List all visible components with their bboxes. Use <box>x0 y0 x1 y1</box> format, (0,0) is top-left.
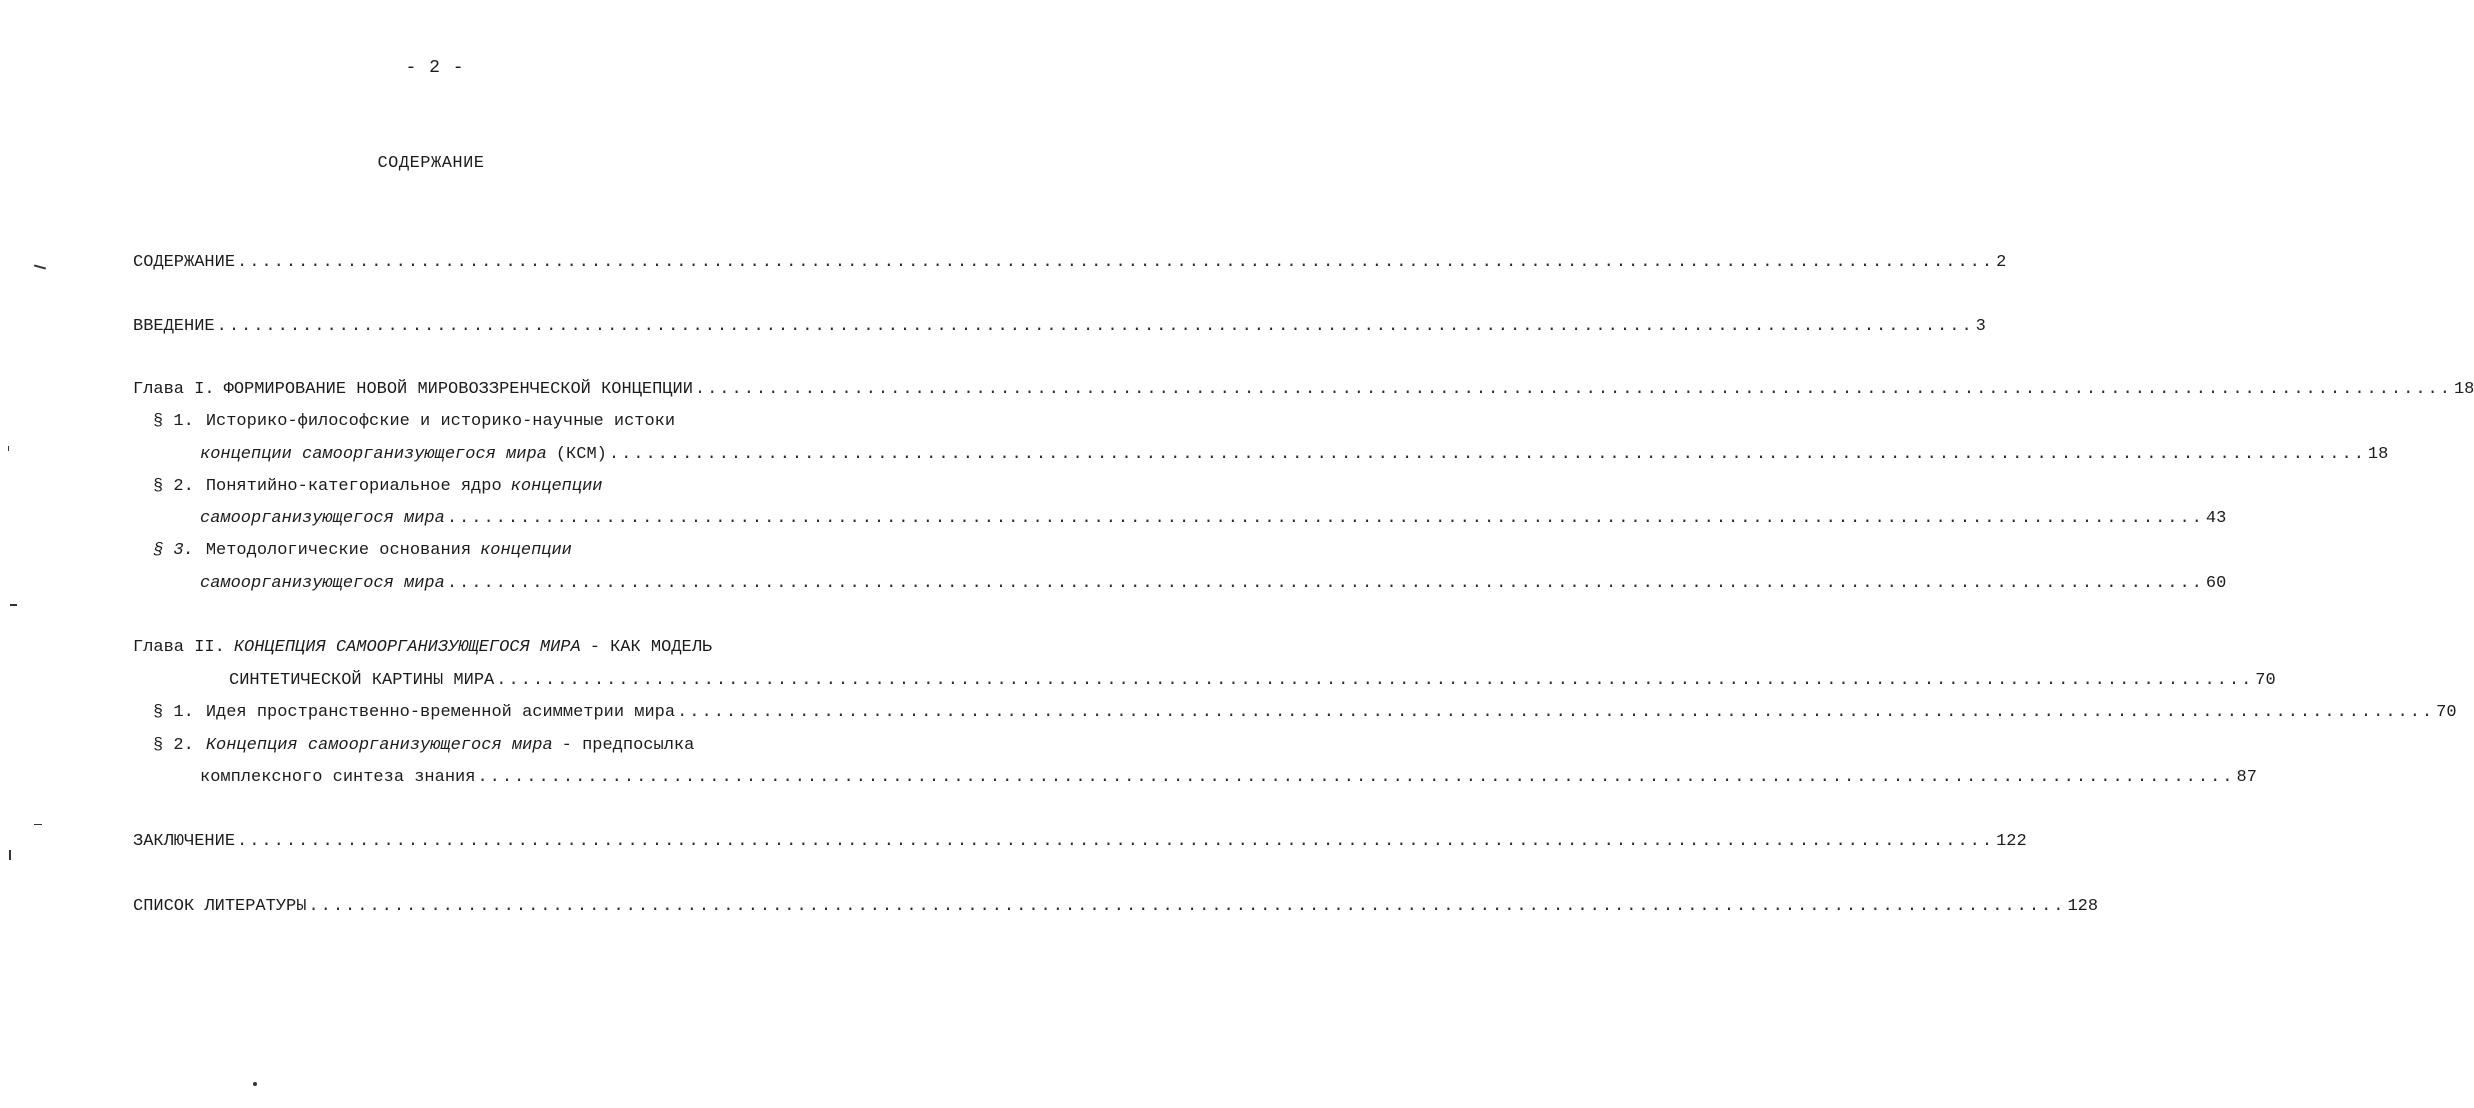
toc-page-number: 3 <box>1975 317 1986 336</box>
toc-entry-section-1-1-line-2 <box>200 443 2389 467</box>
section-marker: § 1. <box>153 703 194 722</box>
chapter-title: СИНТЕТИЧЕСКОЙ КАРТИНЫ МИРА <box>229 671 495 690</box>
toc-entry-chapter-2-line-1 <box>133 636 730 660</box>
chapter-title-italic: КОНЦЕПЦИЯ САМООРГАНИЗУЮЩЕГОСЯ МИРА <box>233 638 581 657</box>
page-title: СОДЕРЖАНИЕ <box>377 154 485 173</box>
toc-entry-section-2-2-line-1 <box>153 734 730 758</box>
toc-entry-section-2-1 <box>153 701 2457 725</box>
toc-entry-label: ЗАКЛЮЧЕНИЕ <box>133 832 236 851</box>
toc-entry-chapter-1 <box>133 378 2474 402</box>
toc-page-number: 60 <box>2205 574 2227 593</box>
toc-page-number: 18 <box>2367 445 2389 464</box>
scan-mark <box>8 446 9 451</box>
section-marker: § 2. <box>153 477 194 496</box>
section-title-italic: концепции <box>510 477 603 496</box>
section-title: комплексного синтеза знания <box>200 768 476 787</box>
scan-mark <box>34 824 42 825</box>
chapter-prefix: Глава I. <box>133 380 215 399</box>
toc-leader: ................................................................................................................................................ <box>446 574 2204 593</box>
toc-entry-section-1-3-line-2 <box>200 572 2227 596</box>
section-marker: § 3. <box>153 541 194 560</box>
toc-page-number: 70 <box>2436 703 2457 722</box>
toc-entry-introduction <box>133 315 1986 339</box>
toc-entry-label: ВВЕДЕНИЕ <box>133 317 215 336</box>
section-title-italic: самоорганизующегося мира <box>200 509 445 528</box>
section-marker: § 1. <box>153 412 194 431</box>
scan-mark <box>10 604 17 606</box>
toc-entry-label: СОДЕРЖАНИЕ <box>133 253 236 272</box>
chapter-prefix: Глава II. <box>133 638 225 657</box>
section-title-rest: - предпосылка <box>561 736 695 755</box>
toc-page-number: 70 <box>2255 671 2276 690</box>
toc-entry-section-1-2-line-1 <box>153 475 730 499</box>
toc-entry-section-1-1-line-1 <box>153 410 730 434</box>
scan-mark <box>34 264 46 269</box>
toc-page-number: 87 <box>2236 768 2257 787</box>
toc-leader: ................................................................................................................................................ <box>608 445 2366 464</box>
toc-entry-contents <box>133 251 2007 275</box>
section-title-italic: концепции самоорганизующегося мира <box>200 445 547 464</box>
toc-page-number: 122 <box>1996 832 2027 851</box>
toc-page-number: 43 <box>2205 509 2227 528</box>
section-title-rest: (КСМ) <box>555 445 607 464</box>
toc-leader: ................................................................................................................................................ <box>446 509 2204 528</box>
toc-entry-references <box>133 895 2099 919</box>
section-title: Историко-философские и историко-научные истоки <box>205 412 676 431</box>
toc-leader: ................................................................................................................................................ <box>237 832 1995 851</box>
page-number: - 2 - <box>405 58 465 78</box>
toc-leader: ................................................................................................................................................ <box>216 317 1974 336</box>
section-title-italic: самоорганизующегося мира <box>200 574 445 593</box>
scan-mark <box>253 1082 257 1086</box>
toc-entry-label: СПИСОК ЛИТЕРАТУРЫ <box>133 897 307 916</box>
scan-mark <box>9 850 11 860</box>
chapter-title: ФОРМИРОВАНИЕ НОВОЙ МИРОВОЗЗРЕНЧЕСКОЙ КОНЦЕПЦИИ <box>223 380 693 399</box>
section-title: Методологические основания <box>205 541 472 560</box>
toc-entry-conclusion <box>133 830 2027 854</box>
section-marker: § 2. <box>153 736 194 755</box>
toc-entry-section-1-2-line-2 <box>200 507 2227 531</box>
chapter-title-rest: - КАК МОДЕЛЬ <box>589 638 713 657</box>
toc-leader: ................................................................................................................................................ <box>677 703 2435 722</box>
toc-page-number: 18 <box>2453 380 2474 399</box>
toc-leader: ................................................................................................................................................ <box>496 671 2254 690</box>
toc-entry-chapter-2-line-2 <box>229 669 2276 693</box>
toc-leader: ................................................................................................................................................ <box>477 768 2235 787</box>
toc-leader: ................................................................................................................................................ <box>237 253 1995 272</box>
toc-leader: ................................................................................................................................................ <box>308 897 2066 916</box>
section-title: Понятийно-категориальное ядро <box>205 477 502 496</box>
section-title-italic: концепции <box>480 541 572 560</box>
toc-entry-section-2-2-line-2 <box>200 766 2257 790</box>
toc-entry-section-1-3-line-1 <box>153 539 730 563</box>
toc-page-number: 128 <box>2067 897 2099 916</box>
toc-page-number: 2 <box>1996 253 2007 272</box>
toc-leader: ................................................................................................................................................ <box>694 380 2452 399</box>
section-title-italic: Концепция самоорганизующегося мира <box>205 736 553 755</box>
section-title: Идея пространственно-временной асимметрии мира <box>205 703 676 722</box>
